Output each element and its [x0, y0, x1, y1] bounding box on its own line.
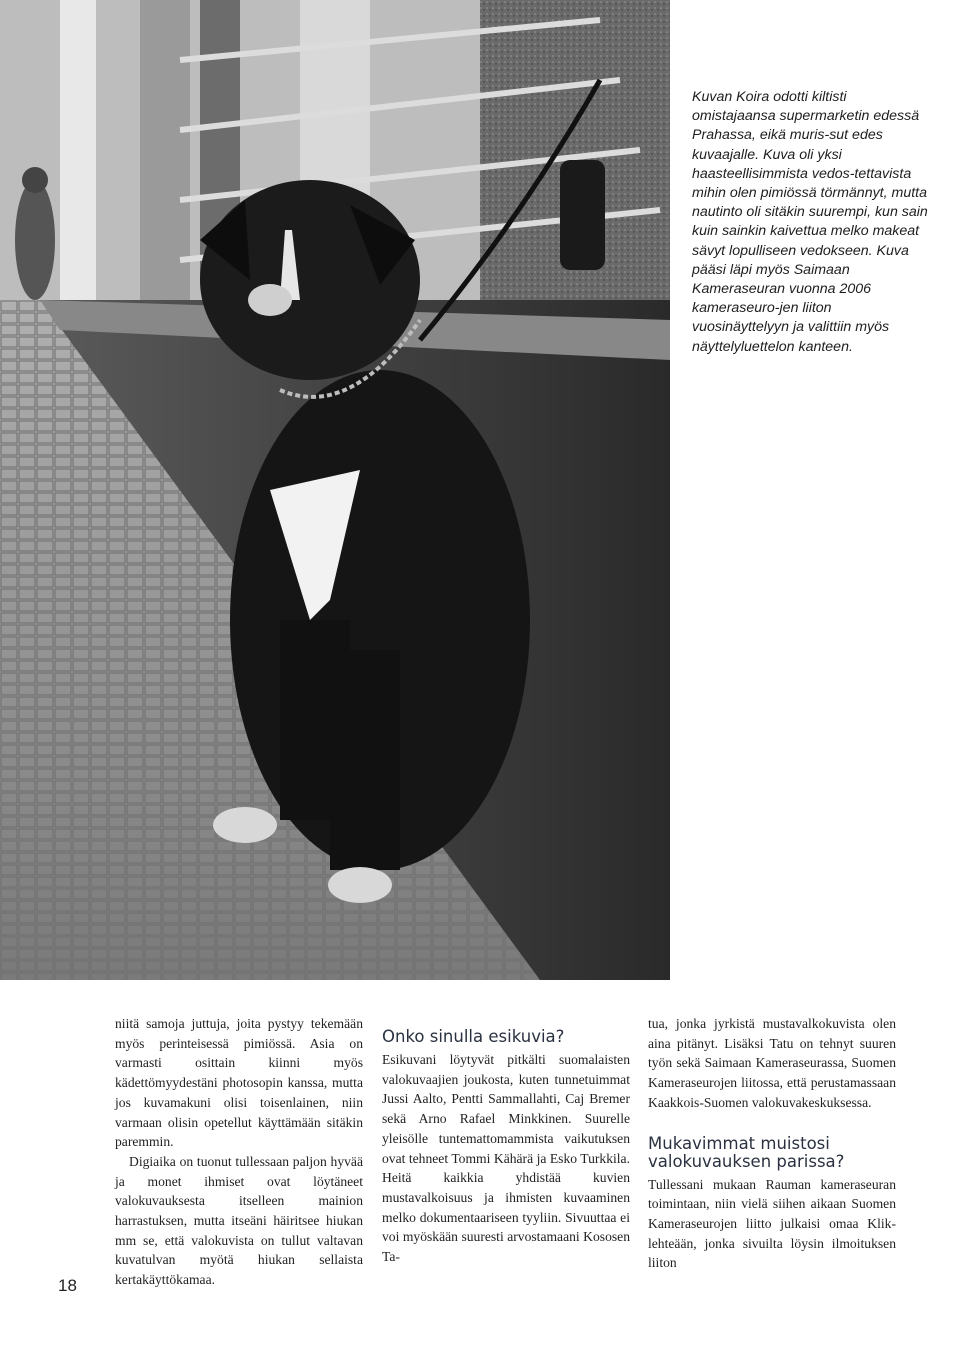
section-heading: Mukavimmat muistosi valokuvauksen parissa?	[648, 1133, 845, 1171]
text-column-3	[648, 1014, 896, 1273]
paragraph: Digiaika on tuonut tullessaan paljon hyvää ja monet ihmiset ovat löytäneet valokuvauksesta itselleen mainion harrastuksen, mutta itseäni häiritsee hiukan mm se, että valokuvista on tullut valtavan kuvatulvan myötä hiukan sellaista kertakäyttökamaa.	[115, 1153, 363, 1288]
paragraph: tua, jonka jyrkistä mustavalkokuvista olen aina pitänyt. Lisäksi Tatu on tehnyt suuren työn sekä Saimaan Kameraseurassa, Suomen Kameraseurojen liitossa, että perustamassaan Kaakkois-Suomen valokuvakeskuksessa.	[648, 1016, 896, 1110]
page-number: 18	[58, 1276, 77, 1295]
paragraph: Esikuvani löytyvät pitkälti suomalaisten valokuvaajien joukosta, kuten tunnetuimmat Jussi Aalto, Pentti Sammallahti, Caj Bremer sekä Arno Rafael Minkkinen. Suurelle yleisölle tuntemattomammista vaikutuksen ovat tehneet Tommi Kähärä ja Esko Turkkila. Heitä kaikkia yhdistää kuvien mustavalkoisuus ja ihmisten kuvaaminen melko dokumentaariseen tyyliin. Sivuuttaa ei voi myöskään suuresti arvostamaani Kososen Ta-	[382, 1052, 630, 1265]
paragraph: Tullessani mukaan Rauman kameraseuran toimintaan, niin vielä siihen aikaan Suomen Kameraseurojen liitto julkaisi omaa Klik-lehteään, jonka sivuilta löysin ilmoituksen liiton	[648, 1176, 896, 1271]
text-column-2	[382, 1028, 630, 1267]
section-heading: Onko sinulla esikuvia?	[382, 1027, 565, 1046]
photo-caption: Kuvan Koira odotti kiltisti omistajaansa supermarketin edessä Prahassa, eikä muris-sut edes kuvaajalle. Kuva oli yksi haasteellisimmista vedos-tettavista mihin olen pimiössä törmännyt, mutta nautinto oli sitäkin suurempi, kun sain kuin sainkin kaivettua melko makeat sävyt lopulliseen vedokseen. Kuva pääsi läpi myös Saimaan Kameraseuran vuonna 2006 kameraseuro-jen liiton vuosinäyttelyyn ja valittiin myös näyttelyluettelon kanteen.	[692, 89, 928, 355]
text-column-1	[115, 1014, 363, 1290]
paragraph: niitä samoja juttuja, joita pystyy tekemään myös perinteisessä pimiössä. Asia on varmasti osittain kiinni myös kädettömyydestäni photosopin kanssa, mutta jos kuvamakuni olisi toisenlainen, niin varmaan olisin opetellut käyttämään sitäkin paremmin.	[115, 1016, 363, 1150]
